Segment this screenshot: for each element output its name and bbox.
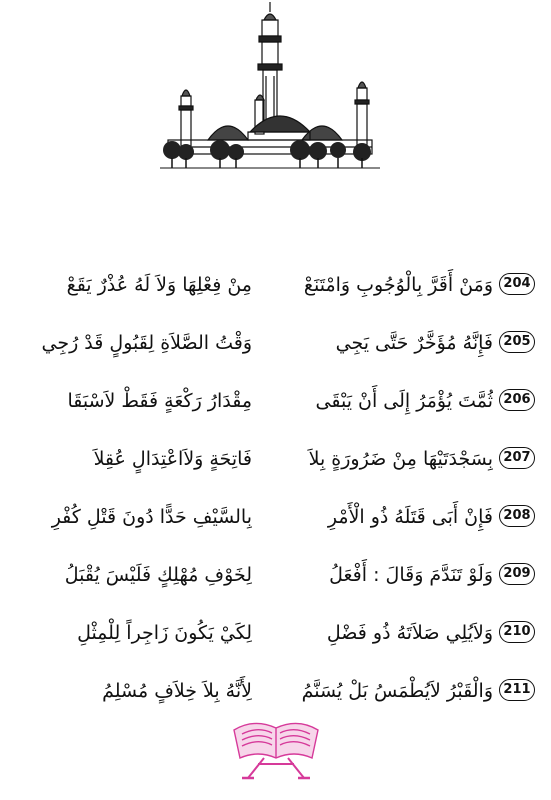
verse-number: 204 bbox=[499, 273, 535, 295]
verse-first-hemistich: وَمَنْ أَقَرَّ بِالْوُجُوبِ وَامْتَنَعْ bbox=[303, 274, 493, 296]
verse-number: 205 bbox=[499, 331, 535, 353]
verse-number: 211 bbox=[499, 679, 535, 701]
verse-first-hemistich: وَلَوْ تَنَدَّمَ وَقَالَ : أَفْعَلُ bbox=[329, 564, 493, 586]
verse-second-hemistich: لِكَيْ يَكُونَ زَاجِراً لِلْمِثْلِ bbox=[77, 622, 252, 644]
verse-row bbox=[0, 555, 551, 595]
verse-second-hemistich: مِقْدَارُ رَكْعَةٍ فَقَطْ لاَسْبَقَا bbox=[67, 390, 252, 412]
verse-row bbox=[0, 265, 551, 305]
verse-first-hemistich: فَإِنَّهُ مُؤَخَّرٌ حَتَّى يَجِي bbox=[335, 332, 493, 354]
verse-row bbox=[0, 323, 551, 363]
verse-first-hemistich: وَالْقَبْرُ لاَيُطْمَسُ بَلْ يُسَنَّمُ bbox=[301, 680, 493, 702]
verse-second-hemistich: لِأَنَّهُ بِلاَ خِلاَفٍ مُسْلِمُ bbox=[102, 680, 252, 702]
verse-second-hemistich: بِالسَّيْفِ حَدًّا دُونَ قَتْلِ كُفْرِ bbox=[51, 506, 252, 528]
verse-first-hemistich: بِسَجْدَتَيْهَا مِنْ ضَرُورَةٍ بِلاَ bbox=[308, 448, 493, 470]
verse-number: 208 bbox=[499, 505, 535, 527]
verse-first-hemistich: ثُمَّتَ يُؤْمَرُ إِلَى أَنْ يَبْقَى bbox=[315, 390, 493, 412]
verse-number: 210 bbox=[499, 621, 535, 643]
verse-second-hemistich: فَاتِحَةٍ وَلاَاعْتِدَالٍ عُقِلاَ bbox=[93, 448, 252, 470]
verse-number: 207 bbox=[499, 447, 535, 469]
verse-number: 206 bbox=[499, 389, 535, 411]
quran-stand-ornament bbox=[228, 700, 324, 790]
verse-row bbox=[0, 497, 551, 537]
mosque-illustration bbox=[150, 0, 390, 180]
verse-second-hemistich: وَقْتُ الصَّلاَةِ لِقَبُولٍ قَدْ رُجِي bbox=[41, 332, 252, 354]
verse-first-hemistich: وَلاَيُلِي صَلاَتَهُ ذُو فَضْلِ bbox=[326, 622, 493, 644]
verse-second-hemistich: مِنْ فِعْلِهَا وَلاَ لَهُ عُذْرٌ يَقَعْ bbox=[66, 274, 252, 296]
verse-number: 209 bbox=[499, 563, 535, 585]
verse-first-hemistich: فَإِنْ أَبَى قَتَلَهُ ذُو الْأَمْرِ bbox=[327, 506, 493, 528]
verse-row bbox=[0, 613, 551, 653]
verse-row bbox=[0, 381, 551, 421]
verse-row bbox=[0, 439, 551, 479]
verse-second-hemistich: لِخَوْفِ مُهْلِكٍ فَلَيْسَ يُقْبَلُ bbox=[64, 564, 252, 586]
